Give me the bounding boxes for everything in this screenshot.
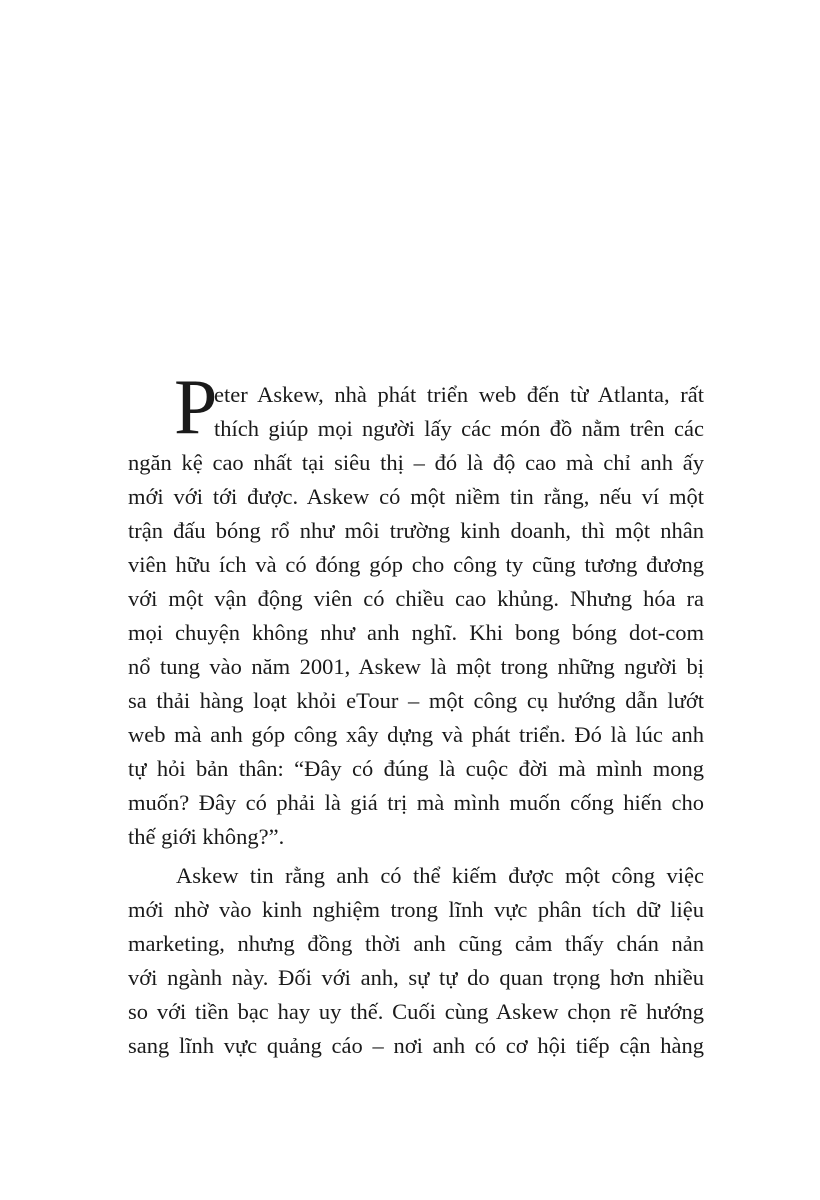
- paragraph-line: tự hỏi bản thân: “Đây có đúng là cuộc đời mà mình mong: [128, 756, 704, 781]
- paragraph-line: mới với tới được. Askew có một niềm tin rằng, nếu ví một: [128, 484, 704, 509]
- paragraph-line: so với tiền bạc hay uy thế. Cuối cùng Askew chọn rẽ hướng: [128, 999, 704, 1024]
- paragraph-line: sa thải hàng loạt khỏi eTour – một công cụ hướng dẫn lướt: [128, 688, 704, 713]
- paragraph-line: mới nhờ vào kinh nghiệm trong lĩnh vực phân tích dữ liệu: [128, 897, 704, 922]
- paragraph-line: thích giúp mọi người lấy các món đồ nằm trên các: [214, 416, 704, 441]
- paragraph-line: muốn? Đây có phải là giá trị mà mình muốn cống hiến cho: [128, 790, 704, 815]
- paragraph-line: với một vận động viên có chiều cao khủng. Nhưng hóa ra: [128, 586, 704, 611]
- paragraph-line: thế giới không?”.: [128, 824, 285, 849]
- paragraph-line: viên hữu ích và có đóng góp cho công ty cũng tương đương: [128, 552, 704, 577]
- paragraph-line: với ngành này. Đối với anh, sự tự do quan trọng hơn nhiều: [128, 965, 704, 990]
- paragraph-line: ngăn kệ cao nhất tại siêu thị – đó là độ cao mà chỉ anh ấy: [128, 450, 704, 475]
- paragraph-line: sang lĩnh vực quảng cáo – nơi anh có cơ hội tiếp cận hàng: [128, 1033, 704, 1058]
- paragraph-line: trận đấu bóng rổ như môi trường kinh doanh, thì một nhân: [128, 518, 704, 543]
- paragraph-line: marketing, nhưng đồng thời anh cũng cảm thấy chán nản: [128, 931, 704, 956]
- paragraph-line: web mà anh góp công xây dựng và phát triển. Đó là lúc anh: [128, 722, 704, 747]
- paragraph-line: Askew tin rằng anh có thể kiếm được một công việc: [176, 863, 704, 888]
- drop-cap: P: [174, 363, 218, 450]
- paragraph-line: nổ tung vào năm 2001, Askew là một trong những người bị: [128, 654, 704, 679]
- paragraph-line: eter Askew, nhà phát triển web đến từ Atlanta, rất: [214, 382, 704, 407]
- paragraph-line: mọi chuyện không như anh nghĩ. Khi bong bóng dot-com: [128, 620, 704, 645]
